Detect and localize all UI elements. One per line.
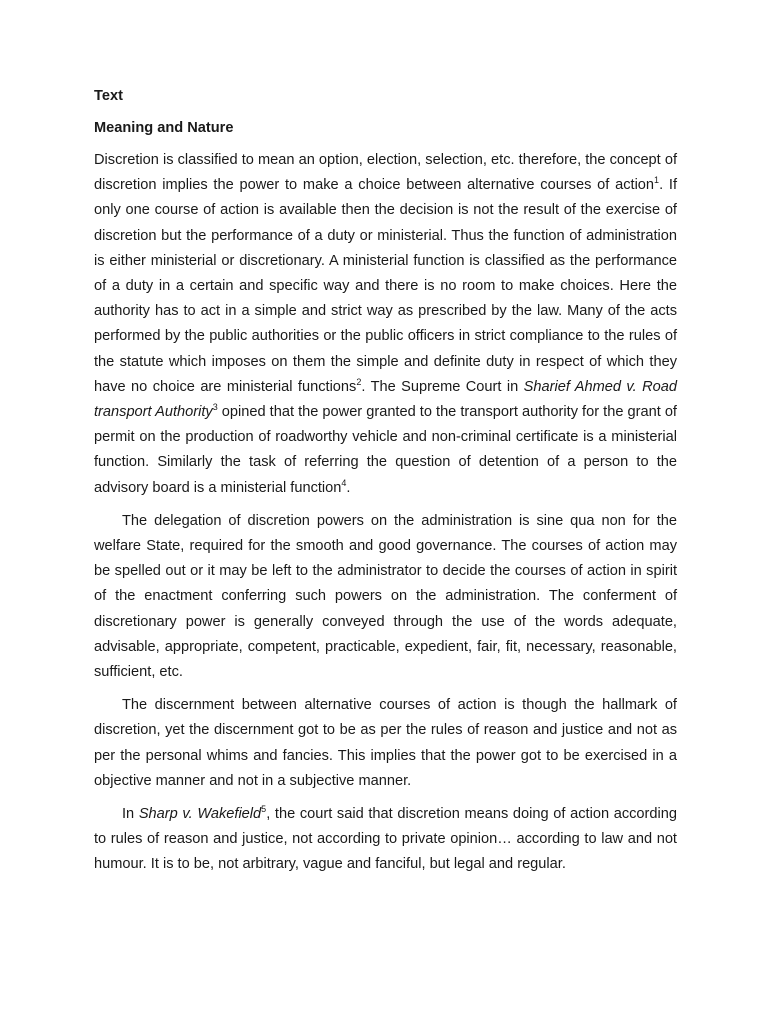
heading-text: Text (94, 88, 123, 104)
p1-text-5: . (346, 479, 351, 496)
case-citation-sharp-wakefield: Sharp v. Wakefield (138, 806, 262, 823)
footnote-ref-5: 5 (261, 804, 267, 815)
paragraph-1 (94, 148, 677, 501)
paragraph-4 (94, 802, 677, 878)
paragraph-3: The discernment between alternative courses of action is though the hallmark of discretion, yet the discernment got to be as per the rules of reason and justice and not as per the personal whims and fancies. This implies that the power got to be exercised in a objective manner and not in a subjective manner. (94, 697, 677, 789)
p1-text-2: . If only one course of action is available then the decision is not the result of the exercise of discretion but the performance of a duty or ministerial. Thus the function of administration is either ministerial or discretionary. A ministerial function is classified as the performance of a duty in a certain and specific way and there is no room to make choices. Here the authority has to act in a simple and strict way as prescribed by the law. Many of the acts performed by the public authorities or the public officers in strict compliance to the rules of the statute which imposes on them the simple and definite duty in respect of which they have no choice are ministerial functions (94, 177, 677, 395)
footnote-ref-1: 1 (654, 175, 660, 186)
document-page (94, 86, 677, 878)
paragraph-2: The delegation of discretion powers on the administration is sine qua non for the welfare State, required for the smooth and good governance. The courses of action may be spelled out or it may be left to the administrator to decide the courses of action in spirit of the enactment conferring such powers on the administration. The conferment of discretionary power is generally conveyed through the use of the words adequate, advisable, appropriate, competent, practicable, expedient, fair, fit, necessary, reasonable, sufficient, etc. (94, 512, 677, 681)
p1-text-4: opined that the power granted to the transport authority for the grant of permit on the production of roadworthy vehicle and non-criminal certificate is a ministerial function. Similarly the task of referring the question of detention of a person to the advisory board is a ministerial function (94, 404, 677, 496)
heading-meaning-and-nature: Meaning and Nature (94, 120, 234, 136)
footnote-ref-2: 2 (356, 376, 362, 387)
p1-text-3: . The Supreme Court in (361, 378, 524, 395)
case-citation-sharief-ahmed: Sharief Ahmed v. Road transport Authority (94, 378, 677, 421)
p4-text-2: , the court said that discretion means doing of action according to rules of reason and justice, not according to private opinion… according to law and not humour. It is to be, not arbitrary, vague and fanciful, but legal and regular. (94, 806, 677, 873)
p1-text-1: Discretion is classified to mean an option, election, selection, etc. therefore, the concept of discretion implies the power to make a choice between alternative courses of action (94, 152, 677, 194)
footnote-ref-3: 3 (212, 402, 218, 413)
p4-text-1: In (122, 806, 139, 823)
footnote-ref-4: 4 (341, 477, 347, 488)
